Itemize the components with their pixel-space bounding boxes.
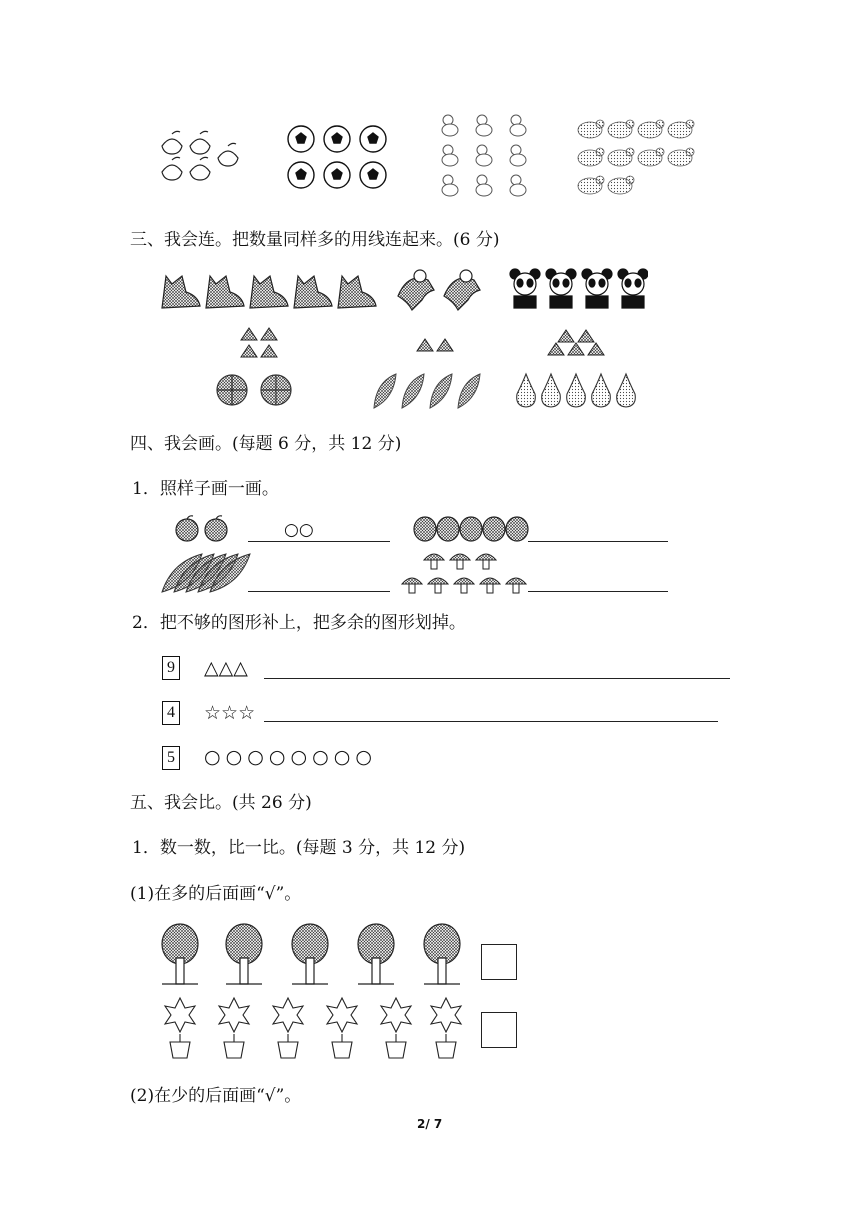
chick-icon [510, 115, 526, 136]
mushroom-group [400, 550, 528, 600]
triangle-icon [588, 343, 604, 355]
count-box: 4 [162, 701, 180, 725]
mushroom-icon [506, 578, 526, 593]
fox-icon [250, 276, 288, 308]
watermelon-icon [437, 517, 459, 541]
leaf-icon [374, 374, 396, 408]
tree-icon [358, 924, 394, 984]
chick-icon [476, 115, 492, 136]
fox-icon [162, 276, 200, 308]
mushroom-icon [450, 554, 470, 569]
section4-heading: 四、我会画。(每题 6 分，共 12 分) [130, 434, 402, 454]
peach-icon [218, 143, 238, 166]
answer-line[interactable] [248, 591, 390, 592]
answer-line[interactable] [264, 721, 718, 722]
chick-icon [476, 175, 492, 196]
triangle-icon [568, 343, 584, 355]
watermelon-icon [460, 517, 482, 541]
flower-pot-icon [219, 998, 249, 1058]
panda-icon [618, 269, 648, 308]
triangle-icon [558, 330, 574, 342]
count-box: 5 [162, 746, 180, 770]
section5-q1: 1．数一数，比一比。(每题 3 分，共 12 分) [132, 838, 466, 858]
soccer-ball-icon [324, 126, 350, 152]
triangle-shapes: △△△ [204, 657, 248, 679]
triangle-group-4 [238, 326, 282, 364]
section4-q1: 1．照样子画一画。 [132, 479, 279, 499]
flower-pot-icon [327, 998, 357, 1058]
peach-icon [190, 157, 210, 180]
fox-icon [338, 276, 376, 308]
soccer-ball-icon [324, 162, 350, 188]
fox-group [158, 268, 384, 318]
chick-icon [510, 145, 526, 166]
basketball-group [214, 372, 298, 412]
pear-icon [542, 374, 561, 407]
flower-row [158, 994, 468, 1068]
triangle-icon [417, 339, 433, 351]
flower-pot-icon [431, 998, 461, 1058]
triangle-icon [437, 339, 453, 351]
watermelon-icon [506, 517, 528, 541]
fox-icon [206, 276, 244, 308]
answer-checkbox-trees[interactable] [481, 944, 517, 980]
triangle-icon [241, 328, 257, 340]
tree-icon [292, 924, 328, 984]
pear-icon [617, 374, 636, 407]
leaf-icon [458, 374, 480, 408]
leaf-icon [430, 374, 452, 408]
basketball-icon [217, 375, 247, 405]
peach-icon [162, 157, 182, 180]
answer-line[interactable] [248, 541, 390, 542]
triangle-icon [261, 345, 277, 357]
bird-icon [608, 148, 634, 166]
triangle-icon [241, 345, 257, 357]
bird-icon [638, 148, 664, 166]
section3-heading: 三、我会连。把数量同样多的用线连起来。(6 分) [130, 230, 500, 250]
tree-icon [162, 924, 198, 984]
triangle-group-2 [414, 336, 458, 358]
soccer-ball-icon [288, 162, 314, 188]
example-answer: ○○ [284, 520, 314, 540]
peach-icon [162, 131, 182, 154]
bird-icon [608, 176, 634, 194]
bird-icon [578, 120, 604, 138]
circle-shapes: ○ ○ ○ ○ ○ ○ ○ ○ [204, 746, 372, 768]
section5-heading: 五、我会比。(共 26 分) [130, 793, 312, 813]
apple-icon [176, 516, 198, 541]
chick-icon [476, 145, 492, 166]
star-shapes: ☆☆☆ [204, 702, 256, 724]
dog-group [392, 266, 484, 320]
panda-icon [546, 269, 576, 308]
triangle-icon [578, 330, 594, 342]
peach-icon [190, 131, 210, 154]
section5-sub1: (1)在多的后面画“√”。 [130, 884, 302, 904]
section5-sub2: (2)在少的后面画“√”。 [130, 1086, 302, 1106]
count-box: 9 [162, 656, 180, 680]
dog-icon [398, 270, 434, 310]
flower-pot-icon [273, 998, 303, 1058]
leaf-icon [402, 374, 424, 408]
bird-icon [578, 176, 604, 194]
pear-group [514, 370, 644, 414]
section4-q2: 2．把不够的图形补上，把多余的图形划掉。 [132, 613, 466, 633]
chick-icon [442, 115, 458, 136]
peach-group [158, 128, 250, 190]
triangle-icon [548, 343, 564, 355]
pear-icon [567, 374, 586, 407]
chick-group [436, 112, 536, 208]
mushroom-icon [480, 578, 500, 593]
mushroom-icon [476, 554, 496, 569]
apple-group [174, 515, 232, 547]
soccer-ball-icon [360, 126, 386, 152]
mushroom-icon [402, 578, 422, 593]
dog-icon [444, 270, 480, 310]
mushroom-icon [428, 578, 448, 593]
bird-icon [668, 120, 694, 138]
tree-icon [226, 924, 262, 984]
bird-icon [578, 148, 604, 166]
chick-icon [442, 145, 458, 166]
leaf-group [370, 370, 490, 416]
fox-icon [294, 276, 332, 308]
page-number: 2/ 7 [417, 1117, 443, 1131]
answer-line[interactable] [528, 591, 668, 592]
answer-checkbox-flowers[interactable] [481, 1012, 517, 1048]
tree-row [158, 922, 468, 992]
answer-line[interactable] [528, 541, 668, 542]
pear-icon [592, 374, 611, 407]
panda-group [508, 266, 648, 316]
triangle-icon [261, 328, 277, 340]
apple-icon [205, 516, 227, 541]
chick-icon [510, 175, 526, 196]
watermelon-icon [414, 517, 436, 541]
pear-icon [517, 374, 536, 407]
bird-icon [608, 120, 634, 138]
panda-icon [510, 269, 540, 308]
basketball-icon [261, 375, 291, 405]
answer-line[interactable] [264, 678, 730, 679]
watermelon-icon [483, 517, 505, 541]
mushroom-icon [454, 578, 474, 593]
mushroom-icon [424, 554, 444, 569]
soccer-ball-icon [288, 126, 314, 152]
leaf-bunch [160, 548, 252, 600]
watermelon-group [412, 514, 530, 548]
bird-icon [668, 148, 694, 166]
panda-icon [582, 269, 612, 308]
flower-pot-icon [165, 998, 195, 1058]
flower-pot-icon [381, 998, 411, 1058]
tree-icon [424, 924, 460, 984]
chick-icon [442, 175, 458, 196]
bird-group [574, 118, 698, 206]
soccer-ball-icon [360, 162, 386, 188]
soccer-ball-group [286, 124, 390, 196]
triangle-group-5 [546, 328, 608, 362]
bird-icon [638, 120, 664, 138]
